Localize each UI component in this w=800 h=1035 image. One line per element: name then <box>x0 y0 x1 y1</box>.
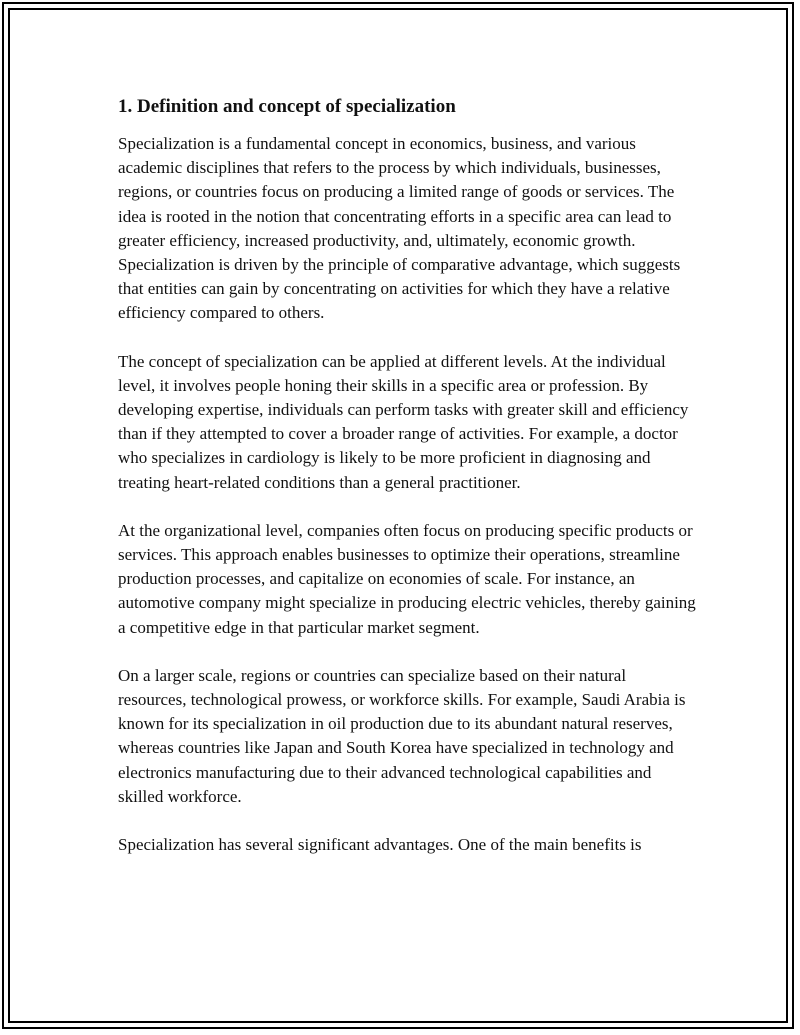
paragraph-advantages: Specialization has several significant advantages. One of the main benefits is <box>118 835 642 855</box>
paragraph-definition: Specialization is a fundamental concept in economics, business, and various academic disciplines that refers to the process by which individuals, businesses, regions, or countries focus on producing a limited range of goods or services. The idea is rooted in the notion that concentrating efforts in a specific area can lead to greater efficiency, increased productivity, and, ultimately, economic growth. Specialization is driven by the principle of comparative advantage, which suggests that entities can gain by concentrating on activities for which they have a relative efficiency compared to others. <box>118 134 681 323</box>
section-heading: 1. Definition and concept of specialization <box>118 96 456 117</box>
paragraph-organizational: At the organizational level, companies often focus on producing specific products or services. This approach enables businesses to optimize their operations, streamline production processes, and capitalize on economies of scale. For instance, an automotive company might specialize in producing electric vehicles, thereby gaining a competitive edge in that particular market segment. <box>118 520 696 637</box>
paragraph-regional: On a larger scale, regions or countries can specialize based on their natural resources, technological prowess, or workforce skills. For example, Saudi Arabia is known for its specialization in oil production due to its abundant natural reserves, whereas countries like Japan and South Korea have specialized in technology and electronics manufacturing due to their advanced technological capabilities and skilled workforce. <box>118 665 686 806</box>
document-body <box>118 94 698 881</box>
paragraph-levels: The concept of specialization can be applied at different levels. At the individual level, it involves people honing their skills in a specific area or profession. By developing expertise, individuals can perform tasks with greater skill and efficiency than if they attempted to cover a broader range of activities. For example, a doctor who specializes in cardiology is likely to be more proficient in diagnosing and treating heart-related conditions than a general practitioner. <box>118 351 689 492</box>
